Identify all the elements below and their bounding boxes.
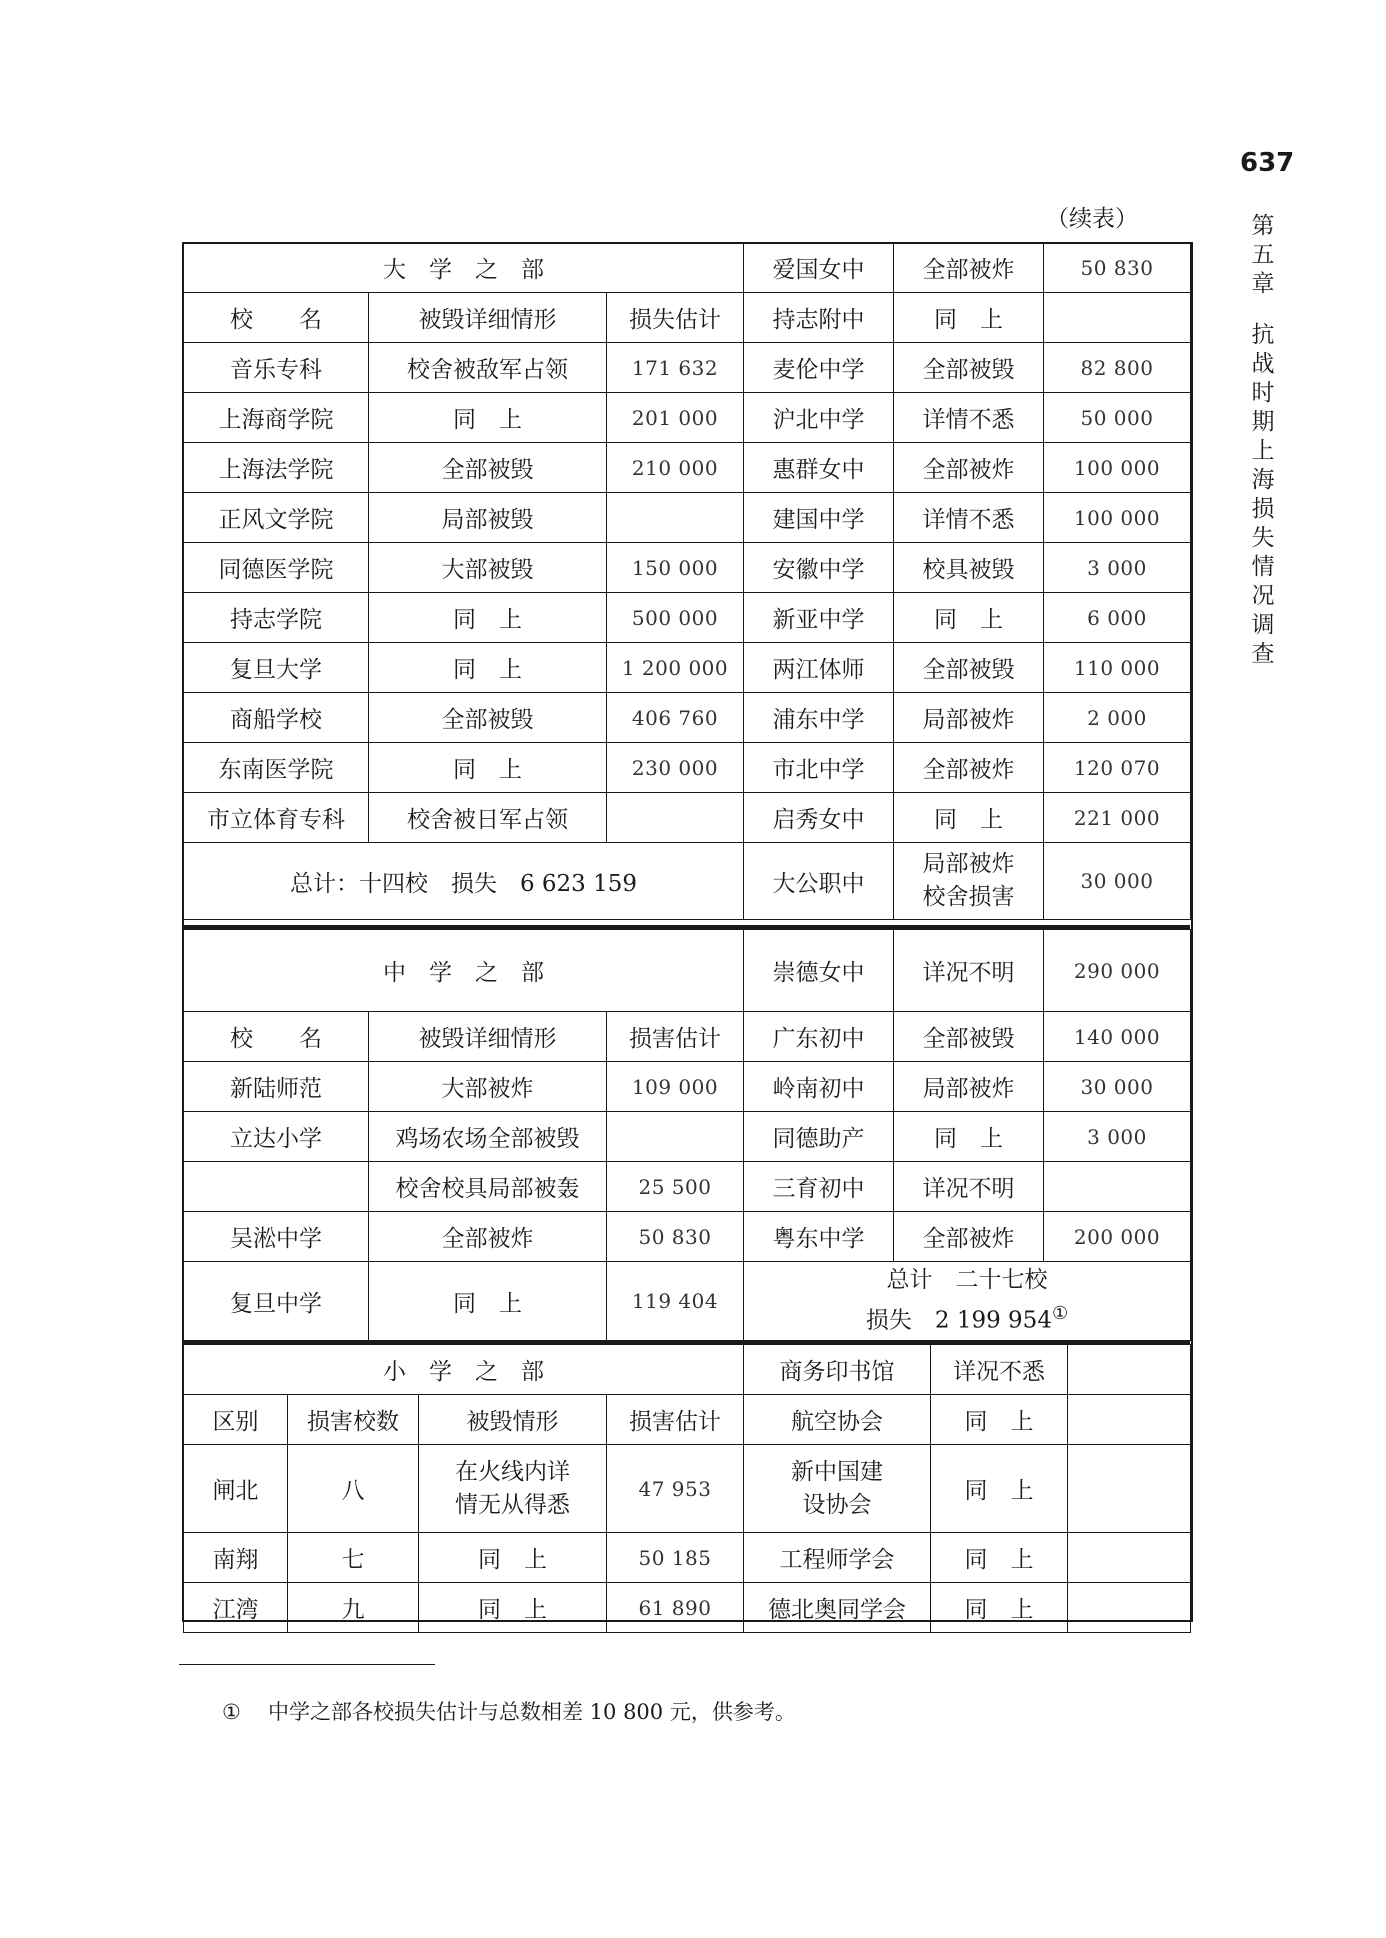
section-heading: 小 学 之 部 <box>184 1345 744 1395</box>
school-name: 建国中学 <box>744 493 894 543</box>
school-name: 正风文学院 <box>184 493 369 543</box>
damage-status <box>894 843 1044 920</box>
middle-school-total <box>744 1262 1191 1341</box>
damage-status: 同 上 <box>931 1583 1068 1633</box>
column-header-loss: 损害估计 <box>607 1395 744 1445</box>
column-header-loss: 损害估计 <box>607 1012 744 1062</box>
loss-value <box>1068 1445 1191 1533</box>
university-table <box>183 242 1191 920</box>
damage-detail: 全部被炸 <box>369 1212 607 1262</box>
loss-value: 290 000 <box>1044 930 1191 1012</box>
table-row <box>184 643 1191 693</box>
damage-status: 详情不悉 <box>894 493 1044 543</box>
table-row <box>184 1062 1191 1112</box>
table-row <box>184 343 1191 393</box>
school-count: 九 <box>288 1583 419 1633</box>
damage-status: 全部被炸 <box>894 743 1044 793</box>
damage-detail <box>419 1445 607 1533</box>
school-name: 启秀女中 <box>744 793 894 843</box>
table-row <box>184 1112 1191 1162</box>
loss-value: 171 632 <box>607 343 744 393</box>
damage-detail: 校舍校具局部被轰 <box>369 1162 607 1212</box>
footnote <box>222 1696 796 1726</box>
district: 闸北 <box>184 1445 288 1533</box>
footnote-divider <box>179 1664 435 1665</box>
detail-line: 在火线内详 <box>455 1458 570 1485</box>
damage-detail: 大部被毁 <box>369 543 607 593</box>
page-number: 637 <box>1240 148 1295 178</box>
table-row <box>184 793 1191 843</box>
loss-value <box>1044 1162 1191 1212</box>
school-name: 新陆师范 <box>184 1062 369 1112</box>
damage-status: 同 上 <box>931 1445 1068 1533</box>
damage-status: 同 上 <box>894 593 1044 643</box>
district: 南翔 <box>184 1533 288 1583</box>
school-name: 市北中学 <box>744 743 894 793</box>
table-row <box>184 843 1191 920</box>
school-name: 复旦大学 <box>184 643 369 693</box>
loss-value: 230 000 <box>607 743 744 793</box>
loss-value <box>1068 1345 1191 1395</box>
table-row <box>184 1583 1191 1633</box>
school-name: 大公职中 <box>744 843 894 920</box>
damage-detail: 同 上 <box>369 743 607 793</box>
column-header-count: 损害校数 <box>288 1395 419 1445</box>
damage-detail: 同 上 <box>369 1262 607 1341</box>
loss-value: 119 404 <box>607 1262 744 1341</box>
total-loss <box>750 1297 1184 1338</box>
damage-status: 全部被毁 <box>894 643 1044 693</box>
school-name: 岭南初中 <box>744 1062 894 1112</box>
loss-value: 100 000 <box>1044 493 1191 543</box>
school-name: 三育初中 <box>744 1162 894 1212</box>
loss-value: 1 200 000 <box>607 643 744 693</box>
org-name: 工程师学会 <box>744 1533 931 1583</box>
chapter-label: 第五章 <box>1251 213 1275 297</box>
loss-value: 100 000 <box>1044 443 1191 493</box>
loss-value <box>1068 1533 1191 1583</box>
org-line: 新中国建 <box>791 1458 883 1485</box>
loss-value <box>1044 293 1191 343</box>
damage-status: 局部被炸 <box>894 1062 1044 1112</box>
damage-status: 同 上 <box>894 1112 1044 1162</box>
loss-value: 221 000 <box>1044 793 1191 843</box>
loss-value: 50 830 <box>607 1212 744 1262</box>
table-row <box>184 693 1191 743</box>
school-count: 七 <box>288 1533 419 1583</box>
damage-detail: 全部被毁 <box>369 443 607 493</box>
column-header-name: 校 名 <box>184 293 369 343</box>
table-row <box>184 1212 1191 1262</box>
loss-value: 50 185 <box>607 1533 744 1583</box>
column-header-damage: 被毁详细情形 <box>369 293 607 343</box>
column-header-damage: 被毁情形 <box>419 1395 607 1445</box>
loss-value: 140 000 <box>1044 1012 1191 1062</box>
damage-status: 详情不悉 <box>894 393 1044 443</box>
column-header-loss: 损失估计 <box>607 293 744 343</box>
school-name: 同德医学院 <box>184 543 369 593</box>
table-row <box>184 1445 1191 1533</box>
org-name: 商务印书馆 <box>744 1345 931 1395</box>
org-name: 德北奥同学会 <box>744 1583 931 1633</box>
loss-value: 109 000 <box>607 1062 744 1112</box>
status-line: 局部被炸 <box>922 851 1015 877</box>
school-name: 惠群女中 <box>744 443 894 493</box>
detail-line: 情无从得悉 <box>455 1491 570 1518</box>
damage-detail: 同 上 <box>369 393 607 443</box>
school-name: 东南医学院 <box>184 743 369 793</box>
loss-value: 50 830 <box>1044 243 1191 293</box>
school-name: 立达小学 <box>184 1112 369 1162</box>
loss-value: 150 000 <box>607 543 744 593</box>
table-row <box>184 1262 1191 1341</box>
loss-value: 2 000 <box>1044 693 1191 743</box>
loss-value <box>607 793 744 843</box>
damage-detail: 同 上 <box>369 593 607 643</box>
footnote-reference: ① <box>1051 1303 1069 1325</box>
footnote-text: 中学之部各校损失估计与总数相差 10 800 元，供参考。 <box>268 1700 796 1724</box>
school-count: 八 <box>288 1445 419 1533</box>
damage-status: 详况不悉 <box>931 1345 1068 1395</box>
total-loss-value: 损失 2 199 954 <box>865 1307 1052 1334</box>
loss-value <box>607 1112 744 1162</box>
table-row <box>184 393 1191 443</box>
table-row <box>184 743 1191 793</box>
org-name <box>744 1445 931 1533</box>
loss-value <box>1068 1583 1191 1633</box>
column-header-name: 校 名 <box>184 1012 369 1062</box>
org-name: 航空协会 <box>744 1395 931 1445</box>
school-name: 音乐专科 <box>184 343 369 393</box>
school-name: 浦东中学 <box>744 693 894 743</box>
loss-value: 201 000 <box>607 393 744 443</box>
table-row <box>184 1533 1191 1583</box>
loss-value: 3 000 <box>1044 1112 1191 1162</box>
school-name: 安徽中学 <box>744 543 894 593</box>
school-name: 上海商学院 <box>184 393 369 443</box>
school-name: 沪北中学 <box>744 393 894 443</box>
school-name: 麦伦中学 <box>744 343 894 393</box>
loss-value: 110 000 <box>1044 643 1191 693</box>
loss-value: 30 000 <box>1044 843 1191 920</box>
damage-detail: 大部被炸 <box>369 1062 607 1112</box>
org-line: 设协会 <box>802 1491 872 1518</box>
school-name: 商船学校 <box>184 693 369 743</box>
column-header-damage: 被毁详细情形 <box>369 1012 607 1062</box>
damage-status: 局部被炸 <box>894 693 1044 743</box>
middle-school-table <box>183 929 1191 1341</box>
damage-detail: 校舍被敌军占领 <box>369 343 607 393</box>
school-name: 粤东中学 <box>744 1212 894 1262</box>
loss-value: 50 000 <box>1044 393 1191 443</box>
school-name: 同德助产 <box>744 1112 894 1162</box>
school-name: 两江体师 <box>744 643 894 693</box>
loss-value: 120 070 <box>1044 743 1191 793</box>
school-name: 持志附中 <box>744 293 894 343</box>
loss-value: 82 800 <box>1044 343 1191 393</box>
damage-status: 同 上 <box>931 1395 1068 1445</box>
school-name: 爱国女中 <box>744 243 894 293</box>
loss-value: 25 500 <box>607 1162 744 1212</box>
primary-school-table <box>183 1344 1191 1633</box>
damage-status: 全部被毁 <box>894 1012 1044 1062</box>
school-name: 持志学院 <box>184 593 369 643</box>
damage-detail: 同 上 <box>419 1583 607 1633</box>
school-name: 广东初中 <box>744 1012 894 1062</box>
damage-detail: 局部被毁 <box>369 493 607 543</box>
university-total: 总计：十四校 损失 6 623 159 <box>184 843 744 920</box>
table-row <box>184 493 1191 543</box>
damage-status: 全部被炸 <box>894 243 1044 293</box>
loss-value: 406 760 <box>607 693 744 743</box>
school-name: 复旦中学 <box>184 1262 369 1341</box>
loss-value: 200 000 <box>1044 1212 1191 1262</box>
school-name <box>184 1162 369 1212</box>
table-row <box>184 1162 1191 1212</box>
loss-value <box>1068 1395 1191 1445</box>
damage-status: 同 上 <box>894 793 1044 843</box>
status-line: 校舍损害 <box>922 884 1015 910</box>
loss-value: 47 953 <box>607 1445 744 1533</box>
total-count: 总计 二十七校 <box>886 1267 1048 1294</box>
damage-status: 详况不明 <box>894 930 1044 1012</box>
loss-value: 500 000 <box>607 593 744 643</box>
school-name: 崇德女中 <box>744 930 894 1012</box>
damage-detail: 鸡场农场全部被毁 <box>369 1112 607 1162</box>
footnote-mark: ① <box>222 1700 241 1724</box>
loss-value: 210 000 <box>607 443 744 493</box>
table-row <box>184 443 1191 493</box>
table-row <box>184 593 1191 643</box>
loss-value: 61 890 <box>607 1583 744 1633</box>
damage-detail: 同 上 <box>369 643 607 693</box>
running-chapter-title <box>1247 212 1279 669</box>
table-row <box>184 543 1191 593</box>
school-name: 吴淞中学 <box>184 1212 369 1262</box>
damage-status: 同 上 <box>894 293 1044 343</box>
loss-value: 3 000 <box>1044 543 1191 593</box>
school-name: 市立体育专科 <box>184 793 369 843</box>
district: 江湾 <box>184 1583 288 1633</box>
damage-detail: 全部被毁 <box>369 693 607 743</box>
section-heading: 中 学 之 部 <box>184 930 744 1012</box>
loss-value: 6 000 <box>1044 593 1191 643</box>
damage-detail: 校舍被日军占领 <box>369 793 607 843</box>
damage-detail: 同 上 <box>419 1533 607 1583</box>
chapter-title: 抗战时期上海损失情况调查 <box>1251 322 1275 667</box>
school-name: 新亚中学 <box>744 593 894 643</box>
damage-status: 全部被炸 <box>894 1212 1044 1262</box>
damage-status: 同 上 <box>931 1533 1068 1583</box>
loss-value: 30 000 <box>1044 1062 1191 1112</box>
column-header-district: 区别 <box>184 1395 288 1445</box>
continued-note: （续表） <box>1046 206 1138 232</box>
damage-status: 全部被毁 <box>894 343 1044 393</box>
school-name: 上海法学院 <box>184 443 369 493</box>
damage-status: 校具被毁 <box>894 543 1044 593</box>
damage-status: 全部被炸 <box>894 443 1044 493</box>
loss-value <box>607 493 744 543</box>
damage-status: 详况不明 <box>894 1162 1044 1212</box>
section-heading: 大 学 之 部 <box>184 243 744 293</box>
